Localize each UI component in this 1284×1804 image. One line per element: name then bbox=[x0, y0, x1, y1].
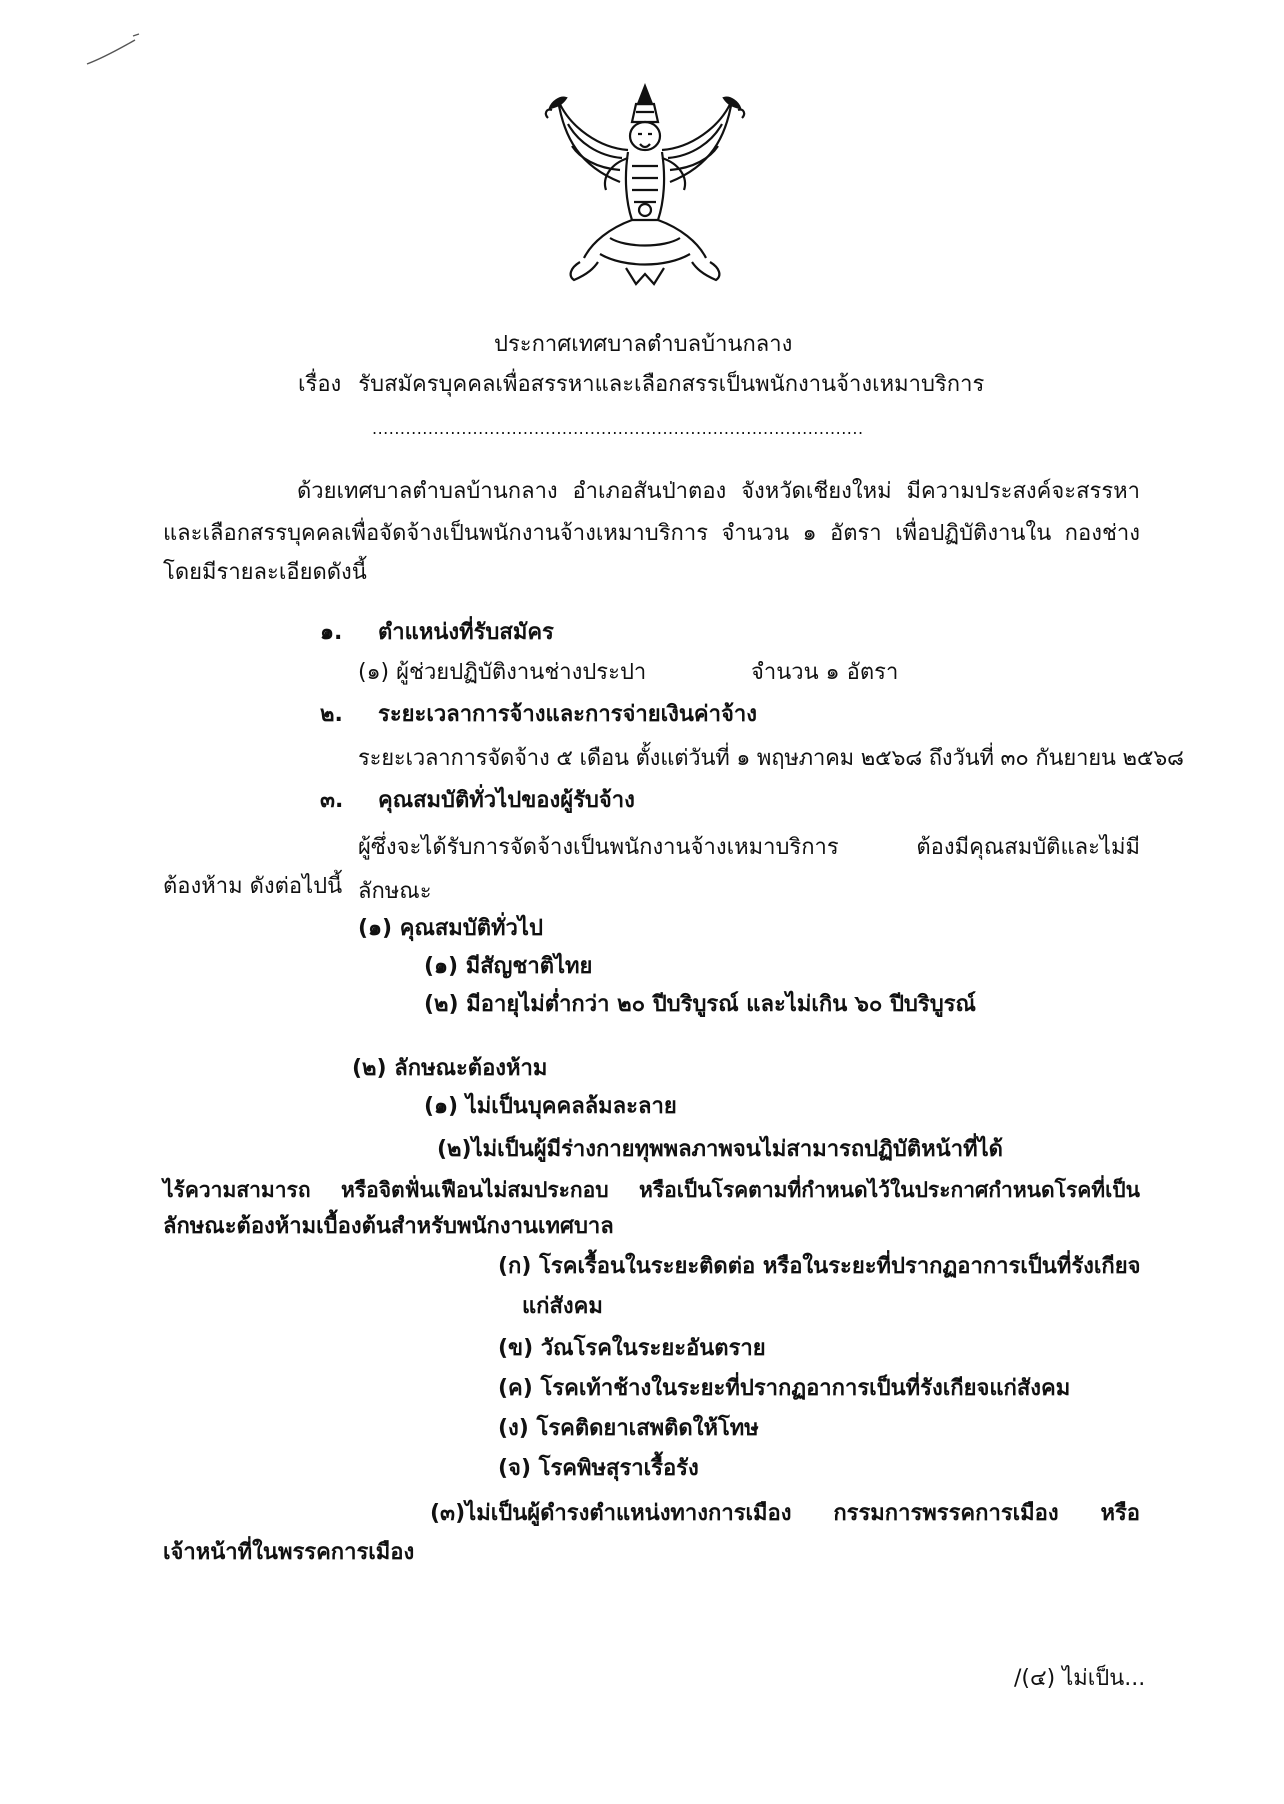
section-2-heading bbox=[320, 700, 757, 730]
prohibited-item-1: (๑) ไม่เป็นบุคคลล้มละลาย bbox=[424, 1094, 677, 1119]
position-quantity: จำนวน ๑ อัตรา bbox=[751, 660, 899, 685]
subject-line bbox=[298, 370, 984, 400]
separator-dots: ........................................................................................ bbox=[372, 419, 864, 438]
prohibited-item-3-line-2: เจ้าหน้าที่ในพรรคการเมือง bbox=[163, 1540, 415, 1565]
disease-item-c: (ค) โรคเท้าช้างในระยะที่ปรากฏอาการเป็นที่รังเกียจแก่สังคม bbox=[498, 1376, 1071, 1401]
prohibited-item-2-line-3: ลักษณะต้องห้ามเบื้องต้นสำหรับพนักงานเทศบาล bbox=[163, 1214, 614, 1239]
disease-item-d: (ง) โรคติดยาเสพติดให้โทษ bbox=[498, 1416, 759, 1441]
position-item bbox=[358, 658, 1258, 688]
section-2-title: ระยะเวลาการจ้างและการจ่ายเงินค่าจ้าง bbox=[378, 702, 757, 727]
employment-period: ระยะเวลาการจัดจ้าง ๕ เดือน ตั้งแต่วันที่ ๑ พฤษภาคม ๒๕๖๘ ถึงวันที่ ๓๐ กันยายน ๒๕๖๘ bbox=[358, 746, 1184, 771]
general-qualifications-heading: (๑) คุณสมบัติทั่วไป bbox=[358, 916, 543, 941]
subject-text: รับสมัครบุคคลเพื่อสรรหาและเลือกสรรเป็นพนักงานจ้างเหมาบริการ bbox=[358, 372, 985, 397]
disease-item-a-cont: แก่สังคม bbox=[522, 1294, 603, 1319]
intro-line-1 bbox=[297, 470, 1140, 514]
section-3-heading bbox=[320, 786, 635, 816]
section-1-number: ๑. bbox=[320, 620, 343, 645]
prohibited-item-2-line-1 bbox=[437, 1128, 1140, 1172]
garuda-emblem-icon bbox=[540, 78, 750, 293]
document-title: ประกาศเทศบาลตำบลบ้านกลาง bbox=[494, 332, 793, 357]
section-3-number: ๓. bbox=[320, 788, 344, 813]
section-1-heading bbox=[320, 618, 554, 648]
prohibited-item-3-text-1: (๓)ไม่เป็นผู้ดำรงตำแหน่งทางการเมือง กรรมการพรรคการเมือง หรือ bbox=[430, 1501, 1140, 1526]
intro-text-2: และเลือกสรรบุคคลเพื่อจัดจ้างเป็นพนักงานจ้างเหมาบริการ จำนวน ๑ อัตรา เพื่อปฏิบัติงานใน กองช่าง bbox=[163, 521, 1140, 546]
section-1-title: ตำแหน่งที่รับสมัคร bbox=[378, 620, 554, 645]
general-item-2: (๒) มีอายุไม่ต่ำกว่า ๒๐ ปีบริบูรณ์ และไม่เกิน ๖๐ ปีบริบูรณ์ bbox=[424, 992, 976, 1017]
section-2-number: ๒. bbox=[320, 702, 343, 727]
intro-line-3: โดยมีรายละเอียดดังนี้ bbox=[163, 560, 367, 585]
prohibited-heading: (๒) ลักษณะต้องห้าม bbox=[352, 1056, 548, 1081]
prohibited-item-2-text-2: ไร้ความสามารถ หรือจิตฟั่นเฟือนไม่สมประกอบ หรือเป็นโรคตามที่กำหนดไว้ในประกาศกำหนดโรคที่เป็น bbox=[163, 1178, 1140, 1202]
prohibited-item-2-line-2 bbox=[163, 1168, 1140, 1212]
subject-label: เรื่อง bbox=[298, 372, 342, 397]
prohibited-item-3-line-1 bbox=[430, 1492, 1140, 1536]
general-item-1: (๑) มีสัญชาติไทย bbox=[424, 954, 593, 979]
pen-mark-icon bbox=[85, 30, 145, 70]
section-3-title: คุณสมบัติทั่วไปของผู้รับจ้าง bbox=[378, 788, 635, 813]
continuation-note: /(๔) ไม่เป็น... bbox=[1014, 1666, 1146, 1691]
intro-text-1: ด้วยเทศบาลตำบลบ้านกลาง อำเภอสันป่าตอง จังหวัดเชียงใหม่ มีความประสงค์จะสรรหา bbox=[297, 479, 1140, 504]
section-3-text-1 bbox=[358, 826, 1140, 914]
section-3-text-2: ต้องห้าม ดังต่อไปนี้ bbox=[163, 874, 343, 899]
section-3-text-1-content: ผู้ซึ่งจะได้รับการจัดจ้างเป็นพนักงานจ้างเหมาบริการ ต้องมีคุณสมบัติและไม่มีลักษณะ bbox=[358, 835, 1140, 904]
disease-item-b: (ข) วัณโรคในระยะอันตราย bbox=[498, 1336, 766, 1361]
position-name: (๑) ผู้ช่วยปฏิบัติงานช่างประปา bbox=[358, 660, 647, 685]
disease-item-a: (ก) โรคเรื้อนในระยะติดต่อ หรือในระยะที่ปรากฏอาการเป็นที่รังเกียจ bbox=[498, 1254, 1141, 1279]
intro-line-2 bbox=[163, 512, 1140, 556]
disease-item-e: (จ) โรคพิษสุราเรื้อรัง bbox=[498, 1456, 699, 1481]
prohibited-item-2-text-1: (๒)ไม่เป็นผู้มีร่างกายทุพพลภาพจนไม่สามารถปฏิบัติหน้าที่ได้ bbox=[437, 1137, 1003, 1162]
